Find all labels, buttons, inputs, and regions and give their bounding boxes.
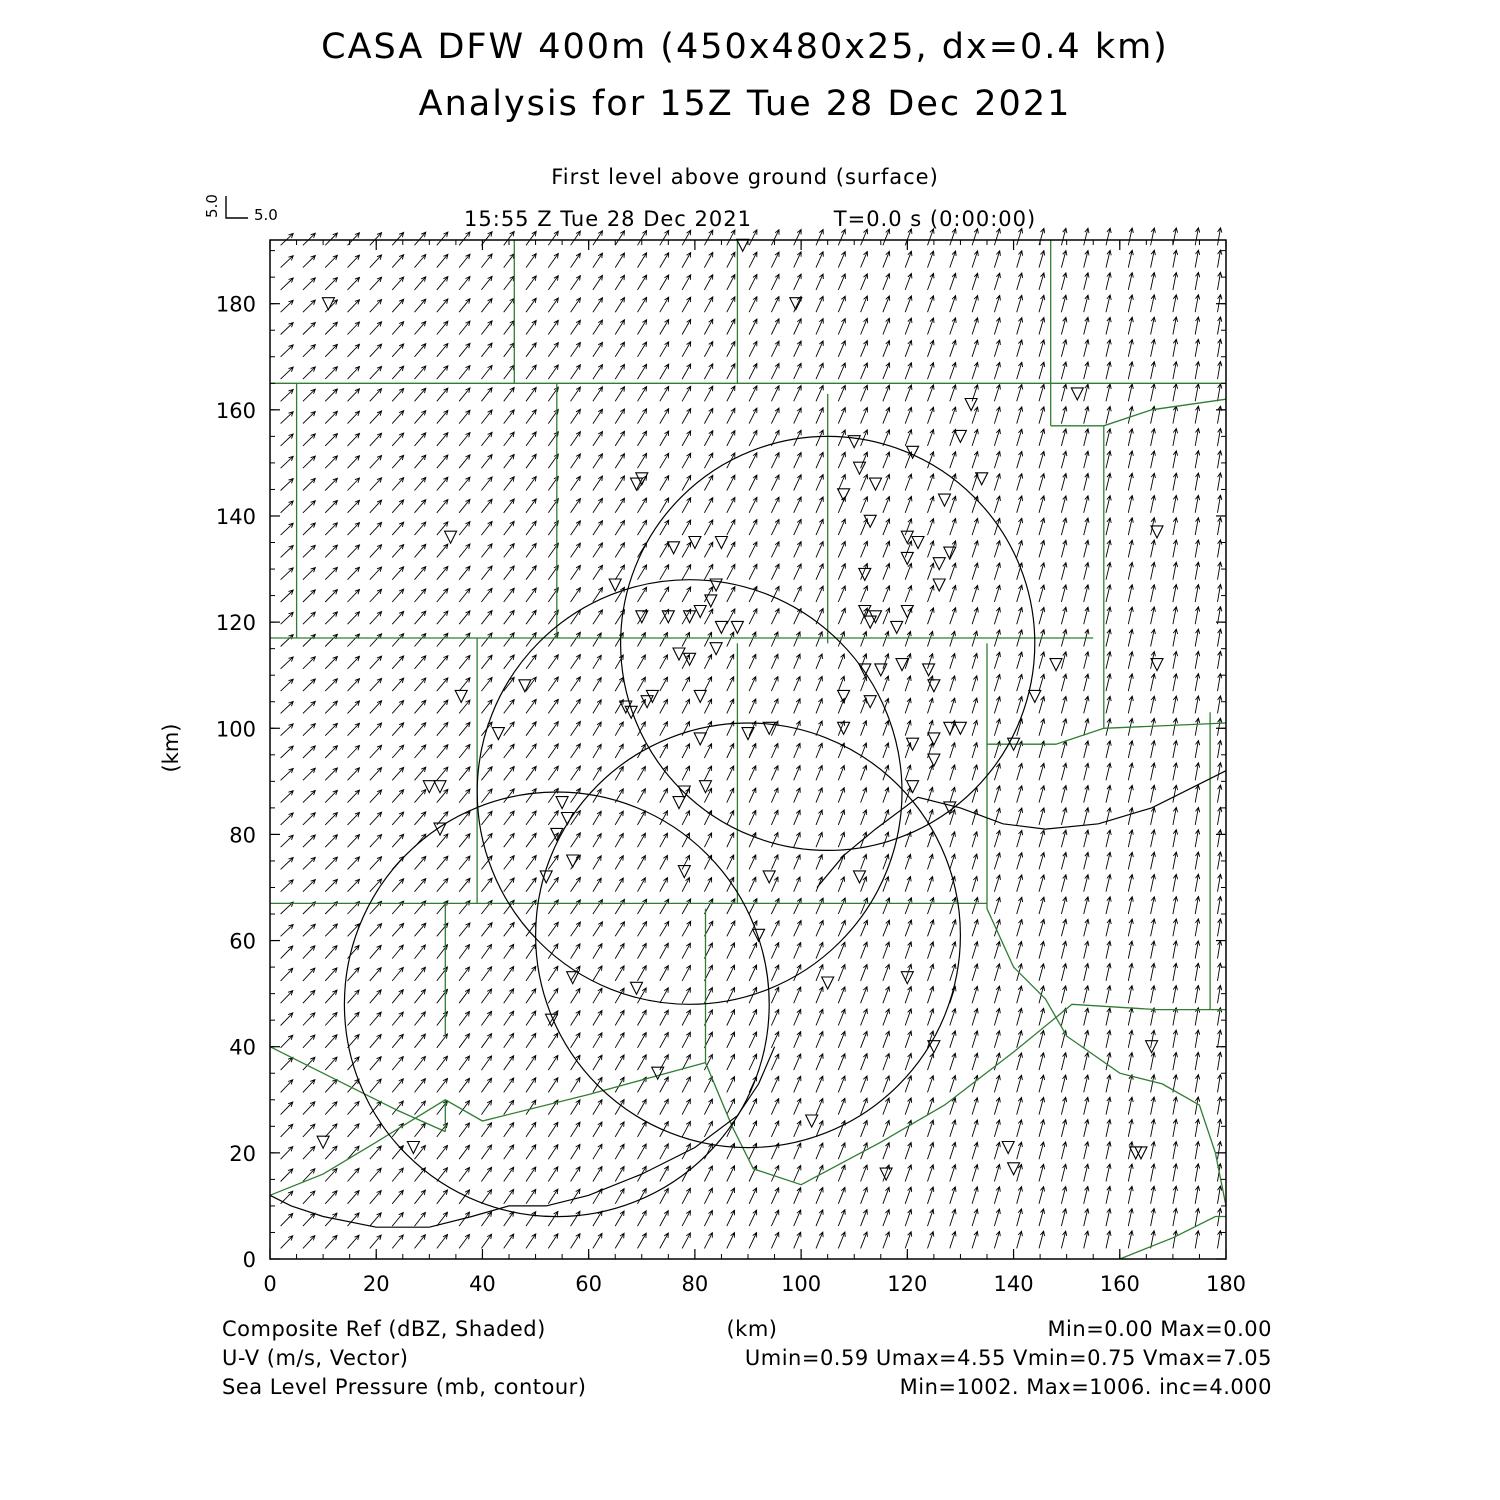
x-tick-label: 100 bbox=[781, 1272, 822, 1296]
county-line bbox=[270, 1063, 706, 1196]
station-marker bbox=[694, 606, 706, 618]
station-marker bbox=[864, 616, 876, 628]
station-marker bbox=[907, 781, 919, 793]
station-marker bbox=[678, 866, 690, 878]
x-tick-label: 20 bbox=[362, 1272, 390, 1296]
valid-time: 15:55 Z Tue 28 Dec 2021 bbox=[464, 207, 752, 231]
station-marker bbox=[806, 1115, 818, 1127]
footer-field2-stats: Umin=0.59 Umax=4.55 Vmin=0.75 Vmax=7.05 bbox=[744, 1346, 1272, 1370]
vector-key-arrow bbox=[226, 196, 248, 218]
footer-field3: Sea Level Pressure (mb, contour) bbox=[222, 1375, 587, 1399]
plot-title-line2: Analysis for 15Z Tue 28 Dec 2021 bbox=[418, 84, 1072, 124]
station-marker bbox=[1050, 659, 1062, 671]
station-marker bbox=[684, 611, 696, 623]
county-line bbox=[706, 1004, 1227, 1184]
station-marker bbox=[731, 621, 743, 633]
station-marker bbox=[609, 579, 621, 591]
y-tick-label: 80 bbox=[229, 823, 256, 848]
station-marker bbox=[1029, 690, 1041, 702]
y-tick-label: 160 bbox=[215, 398, 256, 423]
plot-title-line1: CASA DFW 400m (450x480x25, dx=0.4 km) bbox=[321, 27, 1169, 67]
station-marker bbox=[928, 733, 940, 745]
x-tick-label: 60 bbox=[575, 1272, 603, 1296]
station-marker bbox=[875, 664, 887, 676]
footer-field1-stats: Min=0.00 Max=0.00 bbox=[1047, 1317, 1272, 1341]
x-tick-label: 0 bbox=[263, 1272, 277, 1296]
x-tick-label: 140 bbox=[993, 1272, 1034, 1296]
footer-field3-stats: Min=1002. Max=1006. inc=4.000 bbox=[899, 1375, 1272, 1399]
station-marker bbox=[928, 754, 940, 766]
station-marker bbox=[455, 690, 467, 702]
station-marker bbox=[870, 478, 882, 490]
vector-key-v-label: 5.0 bbox=[203, 194, 221, 218]
x-tick-label: 80 bbox=[681, 1272, 709, 1296]
radar-ring bbox=[536, 723, 961, 1148]
x-axis-title: (km) bbox=[726, 1317, 778, 1341]
y-tick-label: 100 bbox=[215, 717, 256, 742]
county-boundaries bbox=[270, 240, 1226, 1259]
y-tick-label: 120 bbox=[215, 611, 256, 636]
station-marker bbox=[673, 648, 685, 660]
county-line bbox=[270, 1047, 445, 1132]
station-marker bbox=[954, 722, 966, 734]
y-axis-ticks bbox=[216, 251, 1226, 1272]
station-marker bbox=[1008, 1163, 1020, 1175]
station-marker bbox=[838, 489, 850, 501]
station-marker bbox=[556, 797, 568, 809]
station-marker bbox=[631, 478, 643, 490]
station-marker bbox=[519, 680, 531, 692]
station-marker bbox=[322, 298, 334, 310]
station-marker bbox=[965, 399, 977, 411]
county-line bbox=[987, 909, 1226, 1206]
y-axis-title: (km) bbox=[159, 723, 183, 773]
station-marker bbox=[710, 643, 722, 655]
level-label: First level above ground (surface) bbox=[551, 165, 939, 189]
station-marker bbox=[822, 977, 834, 989]
station-marker bbox=[939, 494, 951, 506]
station-marker bbox=[854, 462, 866, 474]
station-marker bbox=[631, 982, 643, 994]
station-marker bbox=[933, 558, 945, 570]
station-marker bbox=[492, 728, 504, 740]
x-tick-label: 40 bbox=[469, 1272, 496, 1296]
y-tick-label: 180 bbox=[215, 292, 256, 317]
station-marker bbox=[933, 579, 945, 591]
station-marker bbox=[715, 537, 727, 549]
pressure-contour bbox=[270, 1047, 775, 1228]
station-marker bbox=[891, 621, 903, 633]
y-tick-label: 60 bbox=[229, 929, 256, 954]
county-line bbox=[1051, 399, 1226, 426]
station-marker bbox=[407, 1142, 419, 1154]
vector-key-u-label: 5.0 bbox=[254, 206, 278, 224]
x-tick-label: 160 bbox=[1099, 1272, 1140, 1296]
y-tick-label: 0 bbox=[242, 1248, 256, 1272]
footer-field2: U-V (m/s, Vector) bbox=[222, 1346, 409, 1370]
y-tick-label: 140 bbox=[215, 504, 256, 529]
footer-field1: Composite Ref (dBZ, Shaded) bbox=[222, 1317, 546, 1341]
station-marker bbox=[1151, 526, 1163, 538]
station-marker bbox=[668, 542, 680, 554]
forecast-time: T=0.0 s (0:00:00) bbox=[833, 207, 1037, 231]
station-marker bbox=[445, 531, 457, 543]
station-marker bbox=[1071, 388, 1083, 400]
station-marker bbox=[715, 621, 727, 633]
vector-key bbox=[203, 194, 278, 224]
x-tick-label: 180 bbox=[1205, 1272, 1247, 1296]
y-tick-label: 40 bbox=[229, 1035, 256, 1060]
x-tick-label: 120 bbox=[887, 1272, 928, 1296]
station-marker bbox=[1002, 1142, 1014, 1154]
county-line bbox=[1120, 1217, 1226, 1260]
station-marker bbox=[912, 537, 924, 549]
station-marker bbox=[864, 696, 876, 708]
station-marker bbox=[944, 722, 956, 734]
station-marker bbox=[763, 871, 775, 883]
y-tick-label: 20 bbox=[229, 1141, 256, 1166]
station-marker bbox=[700, 781, 712, 793]
station-marker bbox=[317, 1136, 329, 1148]
station-marker bbox=[737, 239, 749, 251]
station-marker bbox=[673, 797, 685, 809]
station-marker bbox=[901, 972, 913, 984]
station-marker bbox=[854, 871, 866, 883]
station-marker bbox=[694, 690, 706, 702]
plot-frame bbox=[270, 240, 1226, 1259]
